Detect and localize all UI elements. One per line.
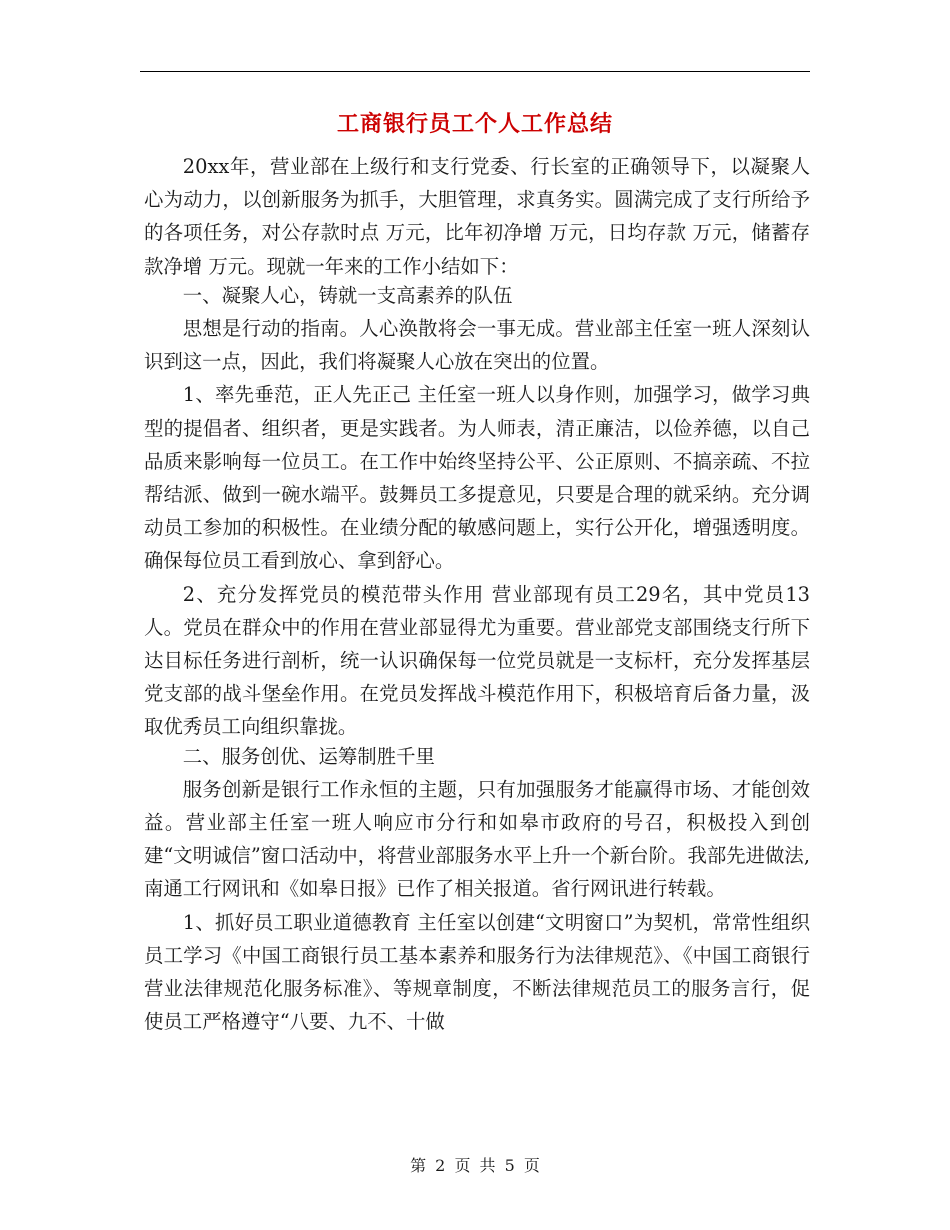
document-body <box>144 150 810 1038</box>
section-heading-2: 二、服务创优、运筹制胜千里 <box>182 744 435 768</box>
page-number: 第 2 页 共 5 页 <box>410 1156 540 1175</box>
paragraph-1-2: 2、充分发挥党员的模范带头作用 营业部现有员工29名，其中党员13人。党员在群众中的作用在营业部显得尤为重要。营业部党支部围绕支行所下达目标任务进行剖析，统一认识确保每一位党员就是一支标杆，充分发挥基层党支部的战斗堡垒作用。在党员发挥战斗模范作用下，积极培育后备力量，汲取优秀员工向组织靠拢。 <box>144 582 810 739</box>
paragraph-2: 服务创新是银行工作永恒的主题，只有加强服务才能赢得市场、才能创效益。营业部主任室一班人响应市分行和如皋市政府的号召，积极投入到创建“文明诚信”窗口活动中，将营业部服务水平上升一个新台阶。我部先进做法,南通工行网讯和《如皋日报》已作了相关报道。省行网讯进行转载。 <box>144 777 810 901</box>
paragraph-intro: 20xx年，营业部在上级行和支行党委、行长室的正确领导下，以凝聚人心为动力，以创新服务为抓手，大胆管理，求真务实。圆满完成了支行所给予的各项任务，对公存款时点 万元，比年初净增 万元，日均存款 万元，储蓄存款净增 万元。现就一年来的工作小结如下： <box>144 155 810 278</box>
paragraph-1-1: 1、率先垂范，正人先正己 主任室一班人以身作则，加强学习，做学习典型的提倡者、组织者，更是实践者。为人师表，清正廉洁，以俭养德，以自己品质来影响每一位员工。在工作中始终坚持公平、公正原则、不搞亲疏、不拉帮结派、做到一碗水端平。鼓舞员工多提意见，只要是合理的就采纳。充分调动员工参加的积极性。在业绩分配的敏感问题上，实行公开化，增强透明度。确保每位员工看到放心、拿到舒心。 <box>144 383 810 573</box>
section-heading-1: 一、凝聚人心，铸就一支高素养的队伍 <box>182 283 513 307</box>
header-rule <box>140 71 810 72</box>
paragraph-2-1: 1、抓好员工职业道德教育 主任室以创建“文明窗口”为契机，常常性组织员工学习《中国工商银行员工基本素养和服务行为法律规范》、《中国工商银行营业法律规范化服务标准》、等规章制度，不断法律规范员工的服务言行，促使员工严格遵守“八要、九不、十做 <box>144 910 810 1034</box>
paragraph-1: 思想是行动的指南。人心涣散将会一事无成。营业部主任室一班人深刻认识到这一点，因此，我们将凝聚人心放在突出的位置。 <box>144 317 810 374</box>
document-title: 工商银行员工个人工作总结 <box>336 112 613 137</box>
